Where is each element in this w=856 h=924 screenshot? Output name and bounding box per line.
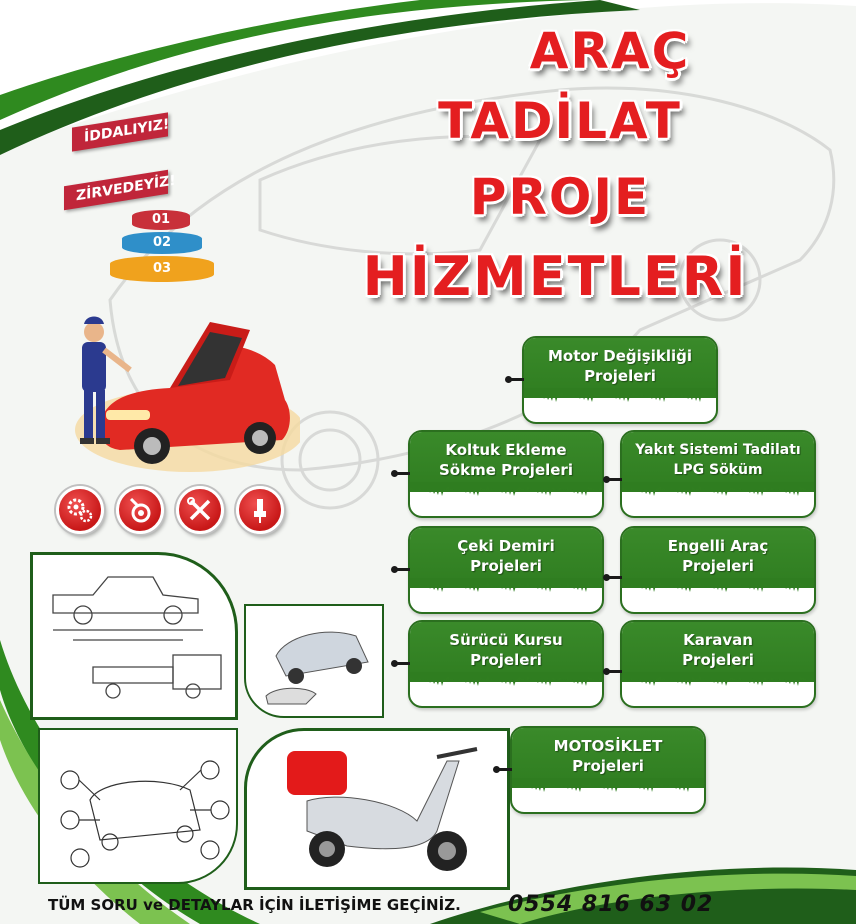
card-grass-edge	[410, 482, 604, 500]
project-card-line1: Yakıt Sistemi Tadilatı	[635, 442, 801, 458]
card-grass-edge	[622, 482, 816, 500]
card-grass-edge	[524, 388, 718, 406]
card-connector	[606, 670, 622, 673]
project-card-yakit[interactable]	[620, 430, 816, 518]
scooter-panel	[244, 728, 510, 890]
card-connector	[496, 768, 512, 771]
title-line-2: TADİLAT	[438, 92, 682, 150]
card-grass-edge	[410, 578, 604, 596]
title-line-3: PROJE	[469, 168, 651, 226]
footer-phone-number[interactable]: 0554 816 63 02	[508, 892, 714, 917]
card-grass-edge	[622, 672, 816, 690]
car-diagram-panel	[38, 728, 238, 884]
project-card-line2: Projeleri	[682, 651, 754, 669]
gears-icon	[56, 486, 104, 534]
project-card-line2: Projeleri	[470, 557, 542, 575]
project-card-line1: MOTOSİKLET	[553, 737, 663, 755]
spark-plug-icon	[236, 486, 284, 534]
project-card-karavan[interactable]	[620, 620, 816, 708]
card-grass-edge	[410, 672, 604, 690]
project-card-line2: Projeleri	[470, 651, 542, 669]
card-connector	[606, 576, 622, 579]
card-connector	[394, 568, 410, 571]
project-card-line2: Projeleri	[682, 557, 754, 575]
project-card-line2: LPG Söküm	[673, 462, 763, 478]
truck-blueprint-panel	[30, 552, 238, 720]
project-card-line2: Projeleri	[572, 757, 644, 775]
card-grass-edge	[622, 578, 816, 596]
step-badge-3: 03	[110, 256, 214, 282]
title-line-4: HİZMETLERİ	[362, 245, 748, 308]
card-connector	[394, 662, 410, 665]
card-grass-edge	[512, 778, 706, 796]
step-badge-2: 02	[122, 232, 202, 254]
card-connector	[606, 478, 622, 481]
project-card-motor[interactable]	[522, 336, 718, 424]
project-card-line1: Çeki Demiri	[457, 537, 555, 555]
title-line-1: ARAÇ	[529, 22, 691, 80]
project-card-line2: Projeleri	[584, 367, 656, 385]
project-card-line1: Sürücü Kursu	[449, 631, 563, 649]
wheel-service-icon	[116, 486, 164, 534]
project-card-line1: Karavan	[683, 631, 753, 649]
project-card-ceki[interactable]	[408, 526, 604, 614]
project-card-line1: Koltuk Ekleme	[445, 441, 567, 459]
project-card-line1: Engelli Araç	[667, 537, 769, 555]
project-card-motosiklet[interactable]	[510, 726, 706, 814]
project-card-surucu[interactable]	[408, 620, 604, 708]
card-connector	[508, 378, 524, 381]
ribbon-zirvedeyiz: ZİRVEDEYİZ!	[64, 170, 168, 210]
ribbon-iddaliyiz: İDDALIYIZ!	[72, 112, 168, 151]
project-card-line2: Sökme Projeleri	[439, 461, 573, 479]
project-card-line1: Motor Değişikliği	[547, 347, 693, 365]
mechanic-car-illustration	[60, 310, 300, 480]
card-connector	[394, 472, 410, 475]
project-card-koltuk[interactable]	[408, 430, 604, 518]
car-parts-panel	[244, 604, 384, 718]
wrench-screwdriver-icon	[176, 486, 224, 534]
footer-contact-text: TÜM SORU ve DETAYLAR İÇİN İLETİŞİME GEÇİNİZ.	[48, 896, 461, 914]
project-card-engelli[interactable]	[620, 526, 816, 614]
step-badge-1: 01	[132, 210, 190, 230]
